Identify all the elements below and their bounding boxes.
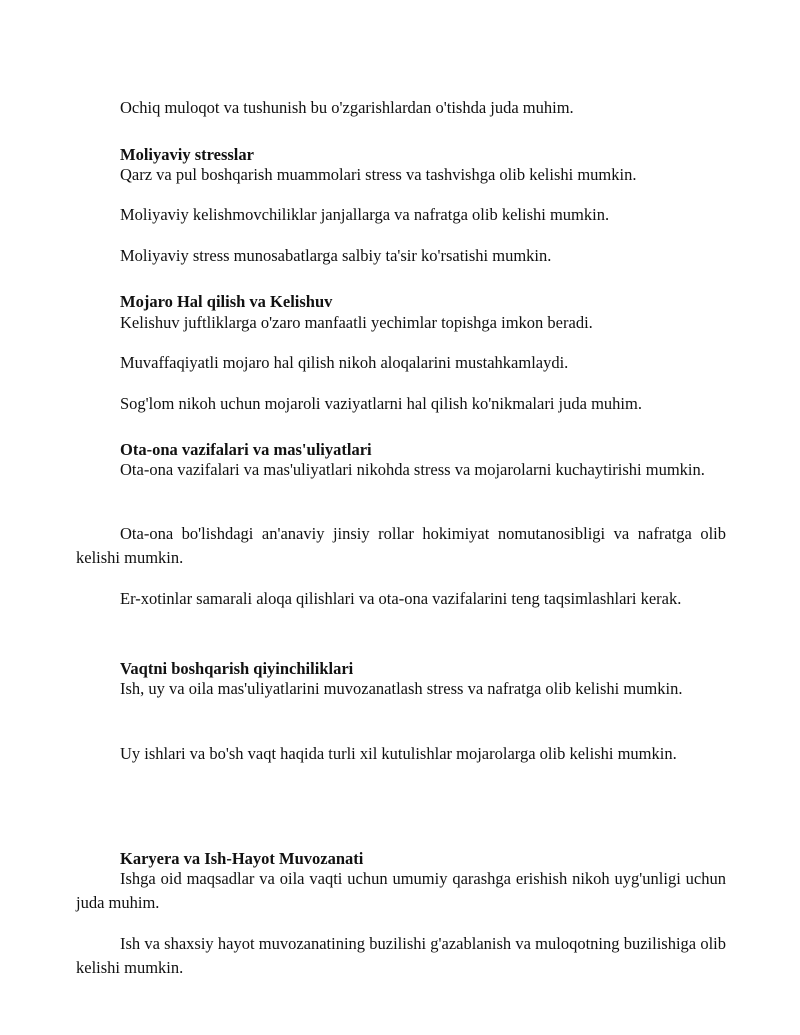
paragraph-block bbox=[76, 392, 726, 416]
paragraph: Kelishuv juftliklarga o'zaro manfaatli yechimlar topishga imkon beradi. bbox=[120, 313, 593, 332]
section-heading: Vaqtni boshqarish qiyinchiliklari bbox=[120, 659, 354, 678]
paragraph: Sog'lom nikoh uchun mojaroli vaziyatlarni hal qilish ko'nikmalari juda muhim. bbox=[120, 394, 642, 413]
paragraph-block bbox=[76, 867, 726, 915]
paragraph-block bbox=[76, 163, 726, 187]
paragraph-block bbox=[76, 587, 726, 611]
paragraph: Ishga oid maqsadlar va oila vaqti uchun umumiy qarashga erishish nikoh uyg'unligi uchun juda muhim. bbox=[76, 869, 726, 912]
section-heading: Karyera va Ish-Hayot Muvozanati bbox=[120, 849, 364, 868]
paragraph-block bbox=[76, 203, 726, 227]
paragraph: Er-xotinlar samarali aloqa qilishlari va ota-ona vazifalarini teng taqsimlashlari kerak. bbox=[120, 589, 682, 608]
paragraph: Ota-ona bo'lishdagi an'anaviy jinsiy rollar hokimiyat nomutanosibligi va nafratga olib kelishi mumkin. bbox=[76, 524, 726, 567]
paragraph-block bbox=[76, 932, 726, 980]
paragraph-block bbox=[76, 458, 726, 482]
paragraph-block bbox=[76, 351, 726, 375]
paragraph: Uy ishlari va bo'sh vaqt haqida turli xil kutulishlar mojarolarga olib kelishi mumkin. bbox=[120, 744, 677, 763]
paragraph: Muvaffaqiyatli mojaro hal qilish nikoh aloqalarini mustahkamlaydi. bbox=[120, 353, 569, 372]
paragraph-block bbox=[76, 677, 726, 701]
paragraph: Ota-ona vazifalari va mas'uliyatlari nikohda stress va mojarolarni kuchaytirishi mumkin. bbox=[120, 460, 705, 479]
paragraph-block bbox=[76, 244, 726, 268]
section-mojaro bbox=[76, 291, 726, 313]
paragraph: Ochiq muloqot va tushunish bu o'zgarishlardan o'tishda juda muhim. bbox=[120, 98, 574, 117]
paragraph-block bbox=[76, 311, 726, 335]
paragraph: Qarz va pul boshqarish muammolari stress va tashvishga olib kelishi mumkin. bbox=[120, 165, 637, 184]
intro-paragraph-block bbox=[76, 96, 726, 120]
paragraph: Moliyaviy stress munosabatlarga salbiy ta'sir ko'rsatishi mumkin. bbox=[120, 246, 552, 265]
section-heading: Moliyaviy stresslar bbox=[120, 145, 254, 164]
section-heading: Ota-ona vazifalari va mas'uliyatlari bbox=[120, 440, 372, 459]
paragraph: Moliyaviy kelishmovchiliklar janjallarga va nafratga olib kelishi mumkin. bbox=[120, 205, 610, 224]
paragraph-block bbox=[76, 522, 726, 570]
paragraph-block bbox=[76, 742, 726, 766]
paragraph: Ish, uy va oila mas'uliyatlarini muvozanatlash stress va nafratga olib kelishi mumkin. bbox=[120, 679, 683, 698]
paragraph: Ish va shaxsiy hayot muvozanatining buzilishi g'azablanish va muloqotning buzilishiga olib kelishi mumkin. bbox=[76, 934, 726, 977]
section-heading: Mojaro Hal qilish va Kelishuv bbox=[120, 292, 333, 311]
